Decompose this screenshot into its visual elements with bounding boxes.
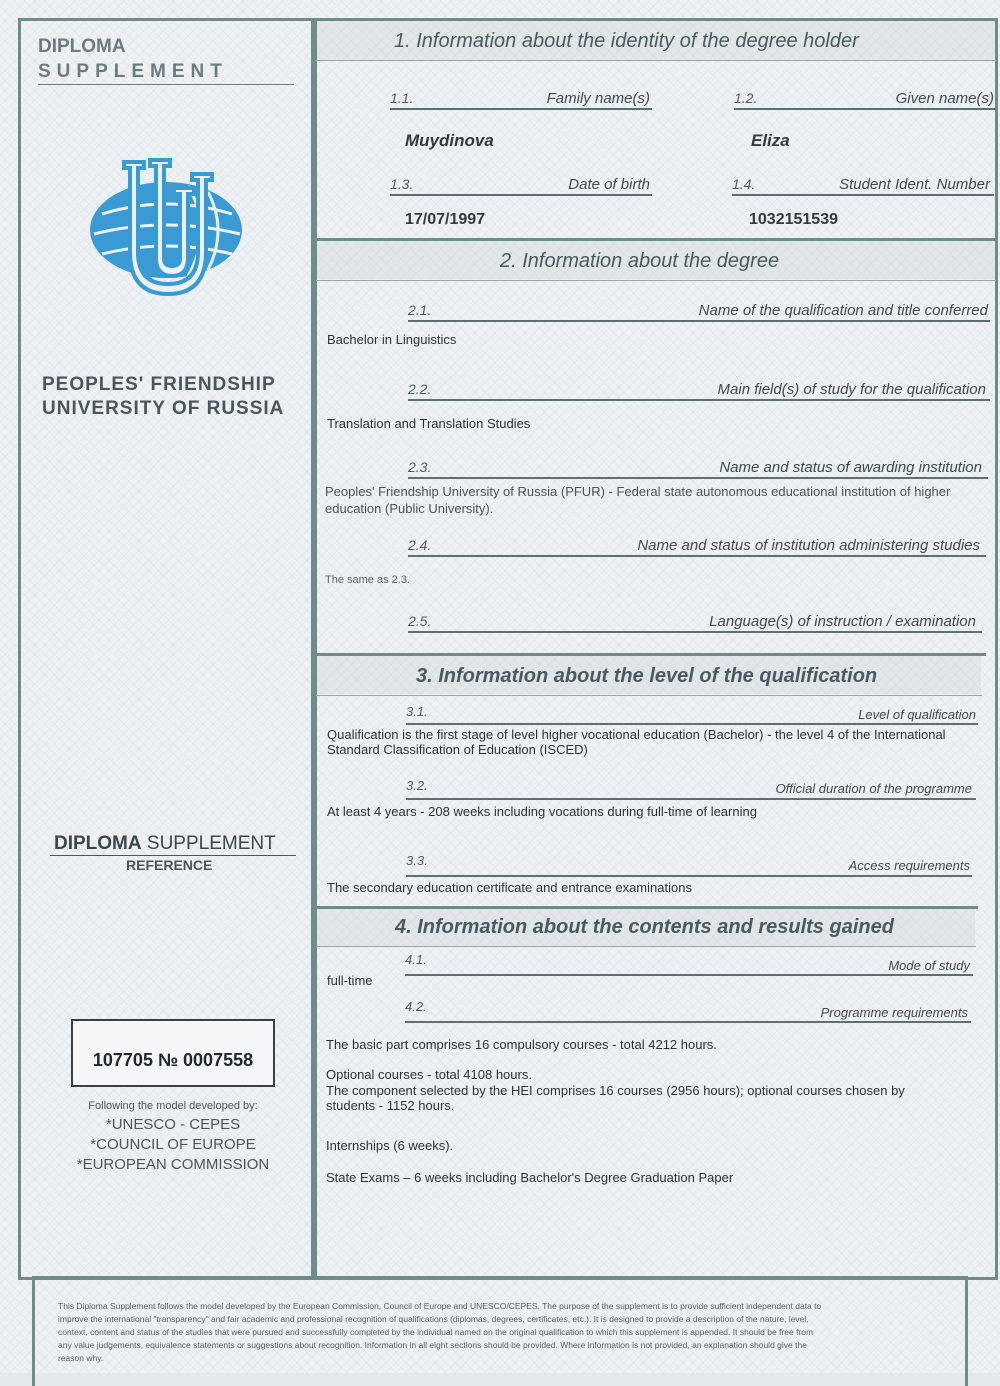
access-requirements-value: The secondary education certificate and entrance examinations <box>327 880 692 895</box>
field-1-4-number: 1.4. <box>732 176 756 192</box>
field-2-3-number: 2.3. <box>408 459 432 475</box>
field-1-1-rule <box>390 108 652 110</box>
field-2-1-number: 2.1. <box>408 302 432 318</box>
field-2-2-label: Main field(s) of study for the qualification <box>717 381 986 398</box>
model-caption: Following the model developed by: <box>88 1100 258 1112</box>
section1-rule <box>316 60 996 61</box>
section1-title: 1. Information about the identity of the degree holder <box>394 30 859 52</box>
field-3-1-label: Level of qualification <box>858 707 976 722</box>
field-of-study-value: Translation and Translation Studies <box>327 416 531 431</box>
field-4-2-label: Programme requirements <box>820 1005 968 1020</box>
university-name-line1: PEOPLES' FRIENDSHIP <box>42 374 276 395</box>
ds-header-diploma: DIPLOMA <box>38 36 126 57</box>
field-1-4-rule <box>732 194 994 196</box>
ds-reference-subtitle: REFERENCE <box>126 857 213 873</box>
field-2-2-number: 2.2. <box>408 381 432 397</box>
footer-note-line4: any value judgements, equivalence statements or suggestions about recognition. Information in all eight sections should be provided. Where information is not provided, an explanation should give the <box>58 1340 807 1350</box>
field-1-1-label: Family name(s) <box>546 90 650 107</box>
field-1-4-label: Student Ident. Number <box>839 176 990 193</box>
field-2-3-rule <box>408 477 988 479</box>
field-4-1-rule <box>405 974 973 976</box>
field-2-5-number: 2.5. <box>408 613 432 629</box>
field-2-4-rule <box>408 555 986 557</box>
field-4-2-rule <box>405 1021 971 1023</box>
model-org-unesco: *UNESCO - CEPES <box>105 1116 241 1133</box>
programme-requirements-state-exams: State Exams – 6 weeks including Bachelor's Degree Graduation Paper <box>326 1170 734 1185</box>
model-org-commission: *EUROPEAN COMMISSION <box>76 1156 270 1173</box>
field-2-4-label: Name and status of institution administering studies <box>637 537 980 554</box>
level-of-qualification-line2: Standard Classification of Education (ISCED) <box>327 742 588 757</box>
university-globe-logo <box>88 154 248 300</box>
header-rule <box>38 84 294 85</box>
field-3-3-number: 3.3. <box>406 853 428 868</box>
field-1-3-label: Date of birth <box>568 176 650 193</box>
field-3-3-rule <box>406 875 972 877</box>
university-name-line2: UNIVERSITY OF RUSSIA <box>42 398 285 419</box>
programme-duration-value: At least 4 years - 208 weeks including vocations during full-time of learning <box>327 804 757 819</box>
field-3-3-label: Access requirements <box>848 858 970 873</box>
field-1-2-label: Given name(s) <box>895 90 994 107</box>
field-2-2-rule <box>408 399 990 401</box>
field-2-5-label: Language(s) of instruction / examination <box>709 613 976 630</box>
programme-requirements-hei-line2: students - 1152 hours. <box>326 1098 455 1113</box>
qualification-name-value: Bachelor in Linguistics <box>327 332 457 347</box>
field-1-2-number: 1.2. <box>734 90 758 106</box>
field-3-2-rule <box>406 798 976 800</box>
field-3-1-number: 3.1. <box>406 704 428 719</box>
section4-title: 4. Information about the contents and results gained <box>395 916 894 938</box>
field-1-3-rule <box>390 194 652 196</box>
field-4-2-number: 4.2. <box>405 999 427 1014</box>
programme-requirements-basic: The basic part comprises 16 compulsory courses - total 4212 hours. <box>326 1037 717 1052</box>
programme-requirements-hei-line1: The component selected by the HEI comprises 16 courses (2956 hours); optional courses chosen by <box>326 1083 905 1098</box>
ds-header-supplement: SUPPLEMENT <box>38 61 228 82</box>
programme-requirements-internships: Internships (6 weeks). <box>326 1138 454 1153</box>
field-3-2-number: 3.2. <box>406 778 428 793</box>
field-1-2-rule <box>734 108 996 110</box>
field-3-2-label: Official duration of the programme <box>775 781 972 796</box>
footer-note-line3: context, content and status of the studies that were pursued and successfully completed by the individual named on the original qualification to which this supplement is appended. It should be free from <box>58 1327 814 1337</box>
ds-reference-title-bold: DIPLOMA <box>54 833 142 854</box>
field-3-1-rule <box>406 723 978 725</box>
field-2-5-rule <box>408 631 982 633</box>
date-of-birth-value: 17/07/1997 <box>405 211 486 228</box>
footer-note-line5: reason why. <box>58 1353 104 1363</box>
section2-rule <box>316 280 996 281</box>
field-2-3-label: Name and status of awarding institution <box>719 459 982 476</box>
model-org-council: *COUNCIL OF EUROPE <box>90 1136 256 1153</box>
family-name-value: Muydinova <box>405 131 494 150</box>
awarding-institution-line1: Peoples' Friendship University of Russia (PFUR) - Federal state autonomous educational institution of higher <box>325 484 951 499</box>
administering-institution-value: The same as 2.3. <box>325 574 410 586</box>
section3-rule <box>316 695 982 696</box>
field-4-1-label: Mode of study <box>888 958 970 973</box>
level-of-qualification-line1: Qualification is the first stage of level higher vocational education (Bachelor) - the level 4 of the International <box>327 727 946 742</box>
field-2-1-rule <box>408 320 990 322</box>
awarding-institution-line2: education (Public University). <box>325 501 494 516</box>
section3-title: 3. Information about the level of the qualification <box>416 665 878 687</box>
programme-requirements-optional: Optional courses - total 4108 hours. <box>326 1067 532 1082</box>
reference-rule <box>50 855 296 856</box>
student-id-value: 1032151539 <box>749 211 838 228</box>
field-1-3-number: 1.3. <box>390 176 414 192</box>
given-name-value: Eliza <box>751 131 790 150</box>
ds-reference-title <box>54 833 276 855</box>
field-4-1-number: 4.1. <box>405 952 427 967</box>
mode-of-study-value: full-time <box>327 973 373 988</box>
field-2-4-number: 2.4. <box>408 537 432 553</box>
field-1-1-number: 1.1. <box>390 90 414 106</box>
ds-reference-title-rest: SUPPLEMENT <box>146 833 276 854</box>
serial-number: 107705 № 0007558 <box>92 1050 254 1070</box>
footer-note-line2: improve the international "transparency" and fair academic and professional recognition of qualifications (diplomas, degrees, certificates, etc.). It is designed to provide a description of the nature, level, <box>58 1314 809 1324</box>
field-2-1-label: Name of the qualification and title conferred <box>698 302 988 319</box>
section2-title: 2. Information about the degree <box>500 250 780 272</box>
section4-rule <box>316 946 976 947</box>
footer-note-line1: This Diploma Supplement follows the model developed by the European Commission, Council of Europe and UNESCO/CEPES. The purpose of the supplement is to provide sufficient independent data to <box>58 1301 822 1311</box>
